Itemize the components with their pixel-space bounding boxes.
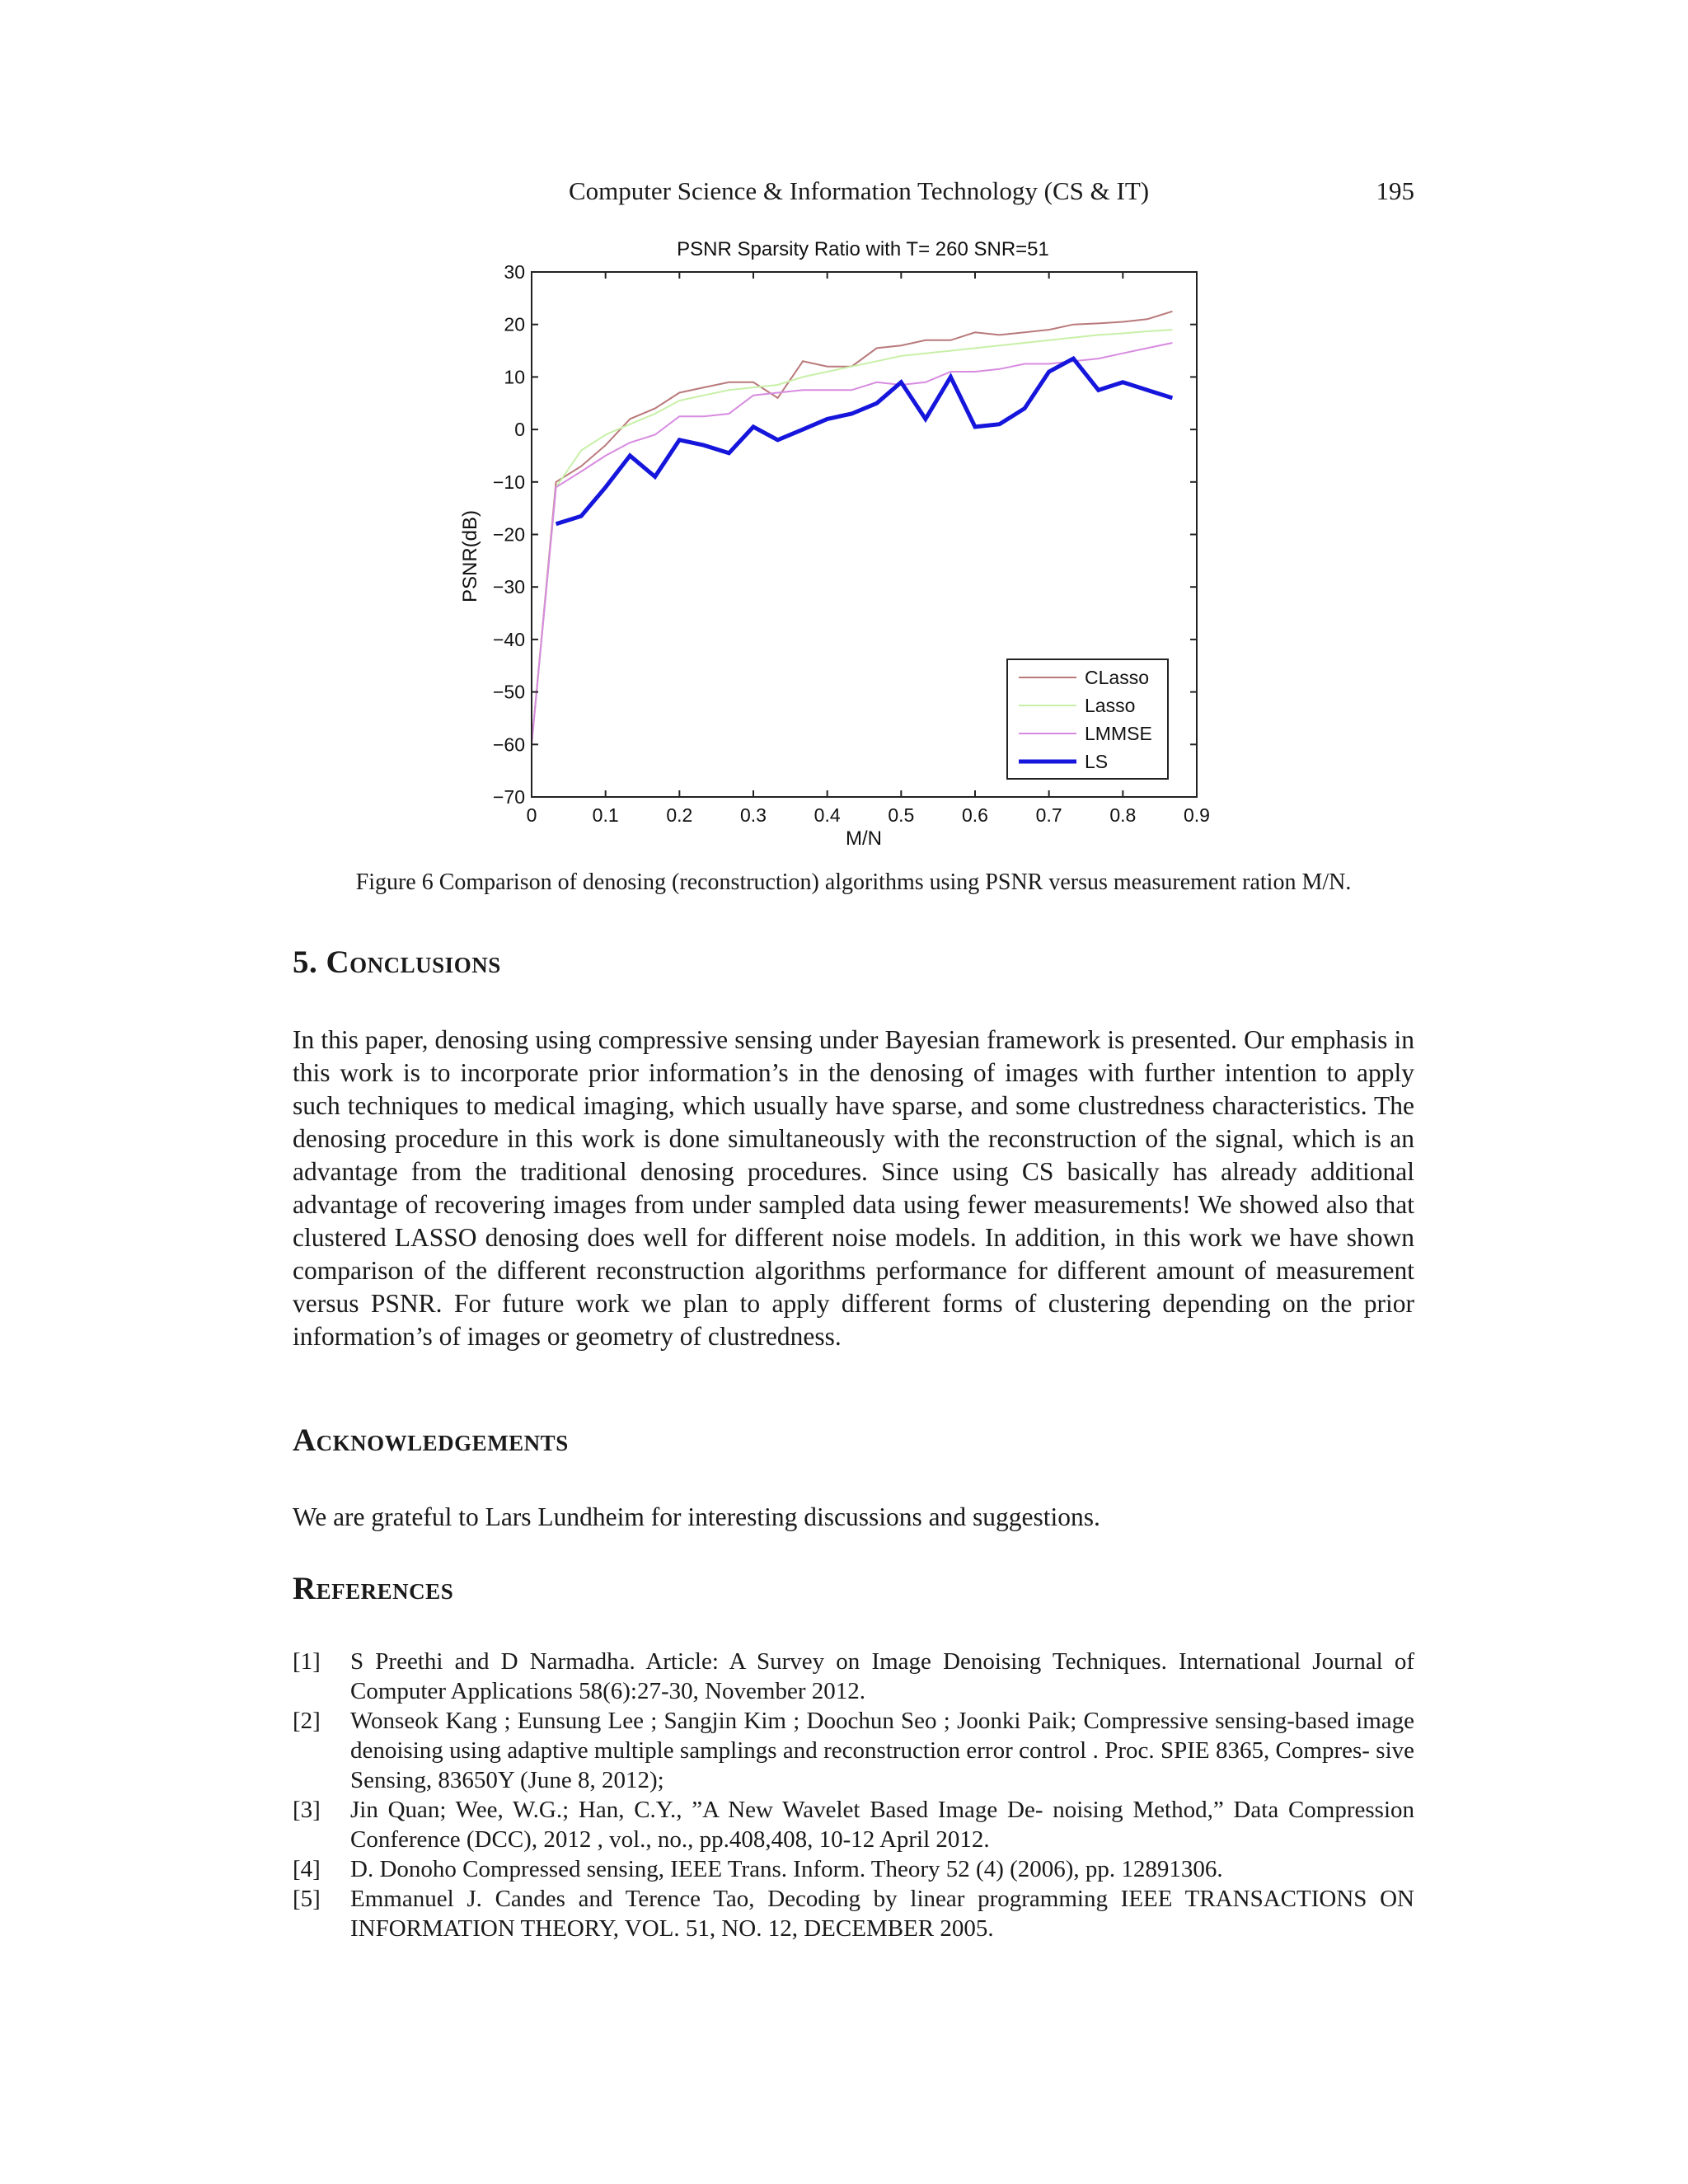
x-tick-label: 0.4	[814, 804, 841, 826]
x-tick-label: 0.7	[1035, 804, 1062, 826]
reference-item: [1] S Preethi and D Narmadha. Article: A Survey on Image Denoising Techniques. International Journal of Computer Applications 58(6):27-30, November 2012.	[293, 1648, 1414, 1704]
conclusions-heading: 5. Conclusions	[293, 944, 501, 980]
y-tick-label: 0	[514, 419, 525, 441]
y-tick-label: 30	[504, 261, 525, 283]
y-tick-label: 20	[504, 313, 525, 335]
y-tick-label: −20	[492, 523, 525, 546]
conclusions-paragraph: In this paper, denosing using compressive sensing under Bayesian framework is presented. Our emphasis in this work is to incorporate prior information’s in the denosing of images with further intention to apply such techniques to medical imaging, which usually have sparse, and some clustredness characteristics. The denosing procedure in this work is done simultaneously with the reconstruction of the signal, which is an advantage from the traditional denosing procedures. Since using CS basically has already additional advantage of recovering images from under sampled data using fewer measurements! We showed also that clustered LASSO denosing does well for different noise models. In addition, in this work we have shown comparison of the different reconstruction algorithms performance for different amount of measurement versus PSNR. For future work we plan to apply different forms of clustering depending on the prior information’s of images or geometry of clustredness.	[293, 1025, 1414, 1351]
chart-legend	[1007, 659, 1168, 779]
y-tick-label: −40	[492, 628, 525, 650]
y-tick-label: −70	[492, 786, 525, 808]
journal-title: Computer Science & Information Technology (CS & IT)	[569, 176, 1150, 205]
x-tick-label: 0	[526, 804, 537, 826]
y-tick-label: −60	[492, 733, 525, 756]
references-heading: References	[293, 1571, 454, 1606]
reference-item: [5] Emmanuel J. Candes and Terence Tao, Decoding by linear programming IEEE TRANSACTIONS ON INFORMATION THEORY, VOL. 51, NO. 12, DECEMBER 2005.	[293, 1886, 1414, 1942]
legend-label: LS	[1085, 751, 1109, 772]
x-tick-label: 0.9	[1184, 804, 1210, 826]
legend-label: LMMSE	[1085, 723, 1152, 744]
x-tick-label: 0.2	[666, 804, 693, 826]
legend-label: Lasso	[1085, 695, 1136, 716]
page-number: 195	[1376, 176, 1414, 205]
chart-title: PSNR Sparsity Ratio with T= 260 SNR=51	[677, 238, 1049, 260]
x-tick-label: 0.6	[962, 804, 988, 826]
x-tick-label: 0.5	[888, 804, 915, 826]
acknowledgements-paragraph: We are grateful to Lars Lundheim for interesting discussions and suggestions.	[293, 1502, 1100, 1531]
series-line-ls	[556, 359, 1173, 524]
y-tick-label: −50	[492, 681, 525, 703]
x-tick-label: 0.8	[1109, 804, 1137, 826]
x-tick-label: 0.1	[592, 804, 619, 826]
reference-list	[293, 1647, 1414, 1943]
y-tick-label: 10	[504, 366, 525, 388]
psnr-chart	[445, 231, 1220, 857]
reference-item: [4] D. Donoho Compressed sensing, IEEE Trans. Inform. Theory 52 (4) (2006), pp. 12891306.	[293, 1856, 1223, 1882]
legend-label: CLasso	[1085, 667, 1149, 688]
chart-ylabel: PSNR(dB)	[459, 509, 481, 603]
reference-item: [2] Wonseok Kang ; Eunsung Lee ; Sangjin Kim ; Doochun Seo ; Joonki Paik; Compressive sensing-based image denoising using adaptive multiple samplings and reconstruction error control . Proc. SPIE 8365, Compres- sive Sensing, 83650Y (June 8, 2012);	[293, 1708, 1414, 1793]
reference-item: [3] Jin Quan; Wee, W.G.; Han, C.Y., ”A New Wavelet Based Image De- noising Method,” Data Compression Conference (DCC), 2012 , vol., no., pp.408,408, 10-12 April 2012.	[293, 1797, 1414, 1853]
y-tick-label: −10	[492, 471, 525, 493]
acknowledgements-heading: Acknowledgements	[293, 1422, 569, 1458]
y-tick-label: −30	[492, 576, 525, 598]
x-tick-label: 0.3	[740, 804, 767, 826]
figure-caption: Figure 6 Comparison of denosing (reconstruction) algorithms using PSNR versus measurement ration M/N.	[355, 869, 1352, 895]
chart-xlabel: M/N	[846, 827, 882, 850]
